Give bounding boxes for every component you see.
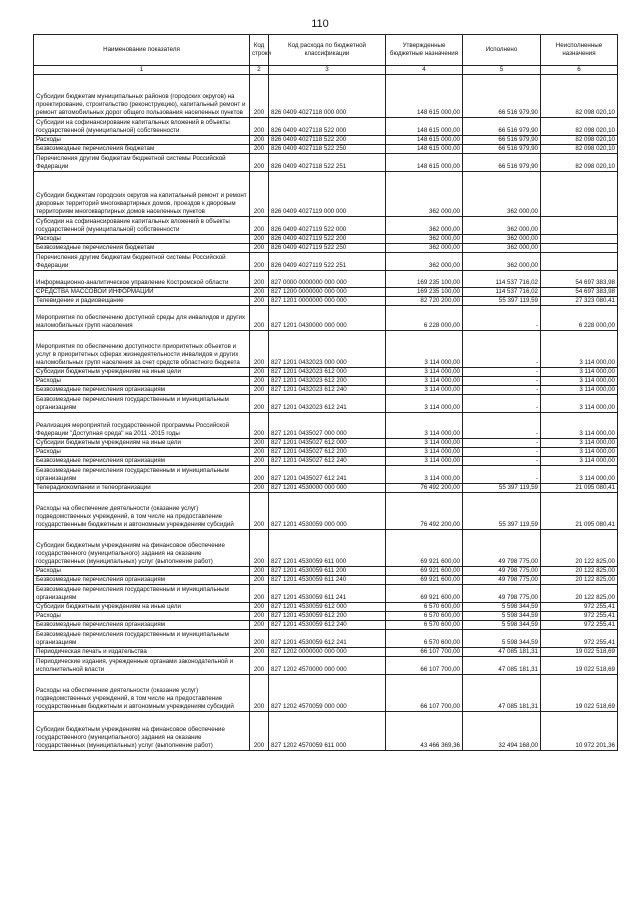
row-name-cell: Периодическая печать и издательства <box>34 648 250 657</box>
row-line-code-cell: 200 <box>250 567 269 576</box>
table-row <box>34 612 618 621</box>
table-row <box>34 368 618 377</box>
row-line-code-cell: 200 <box>250 331 269 368</box>
row-executed-cell: 55 397 119,59 <box>463 493 541 530</box>
row-name-cell: Безвозмездные перечисления организациям <box>34 386 250 395</box>
row-classification-cell: 827 1202 4570059 000 000 <box>269 675 386 712</box>
row-executed-cell: 114 537 716,02 <box>463 271 541 288</box>
row-name-cell: Безвозмездные перечисления бюджетам <box>34 244 250 253</box>
row-line-code-cell: 200 <box>250 297 269 306</box>
table-row <box>34 712 618 751</box>
row-line-code-cell: 200 <box>250 457 269 466</box>
row-name-cell: Субсидии бюджетным учреждениям на иные цели <box>34 603 250 612</box>
row-approved-cell: 6 570 600,00 <box>386 630 463 648</box>
row-executed-cell: 66 516 979,90 <box>463 145 541 154</box>
row-name-cell: Мероприятия по обеспечению доступности приоритетных объектов и услуг в приоритетных сферах жизнедеятельности инвалидов и других маломобильных групп населения за счет средств областного бюджета <box>34 331 250 368</box>
row-approved-cell: 169 235 100,00 <box>386 288 463 297</box>
row-unexecuted-cell: 82 098 020,10 <box>541 136 618 145</box>
row-line-code-cell: 200 <box>250 118 269 136</box>
row-line-code-cell: 200 <box>250 648 269 657</box>
row-name-cell: Субсидии бюджетам муниципальных районов (городских округов) на проектирование, строительство (реконструкцию), капитальный ремонт и ремонт автомобильных дорог общего пользования населенных пунктов <box>34 75 250 118</box>
row-approved-cell: 148 615 000,00 <box>386 145 463 154</box>
table-row <box>34 306 618 331</box>
row-executed-cell: 49 798 775,00 <box>463 585 541 603</box>
row-classification-cell: 827 1202 0000000 000 000 <box>269 648 386 657</box>
row-executed-cell: - <box>463 448 541 457</box>
row-name-cell: Безвозмездные перечисления государственным и муниципальным организациям <box>34 630 250 648</box>
row-executed-cell: 55 397 119,59 <box>463 297 541 306</box>
table-row <box>34 466 618 484</box>
row-executed-cell: - <box>463 377 541 386</box>
row-approved-cell: 148 615 000,00 <box>386 118 463 136</box>
row-unexecuted-cell: 82 098 020,10 <box>541 154 618 172</box>
row-unexecuted-cell: 3 114 000,00 <box>541 331 618 368</box>
column-number: 2 <box>250 66 269 75</box>
row-classification-cell: 826 0409 4027119 522 200 <box>269 235 386 244</box>
row-name-cell: Субсидии бюджетным учреждениям на иные цели <box>34 368 250 377</box>
row-unexecuted-cell: 3 114 000,00 <box>541 448 618 457</box>
row-name-cell: Расходы на обеспечение деятельности (оказание услуг) подведомственных учреждений, в том числе на предоставление государственным бюджетным и автономным учреждениям субсидий <box>34 675 250 712</box>
row-classification-cell: 826 0409 4027118 522 251 <box>269 154 386 172</box>
row-name-cell: Безвозмездные перечисления государственным и муниципальным организациям <box>34 585 250 603</box>
row-name-cell: Расходы <box>34 136 250 145</box>
row-classification-cell: 827 1201 4530059 611 240 <box>269 576 386 585</box>
row-executed-cell: - <box>463 306 541 331</box>
row-line-code-cell: 200 <box>250 271 269 288</box>
row-line-code-cell: 200 <box>250 612 269 621</box>
row-approved-cell: 362 000,00 <box>386 217 463 235</box>
table-row <box>34 235 618 244</box>
row-classification-cell: 826 0409 4027119 522 251 <box>269 253 386 271</box>
row-line-code-cell: 200 <box>250 603 269 612</box>
column-number: 4 <box>386 66 463 75</box>
row-classification-cell: 827 1202 4570000 000 000 <box>269 657 386 675</box>
row-unexecuted-cell: 3 114 000,00 <box>541 377 618 386</box>
table-row <box>34 297 618 306</box>
table-row <box>34 395 618 413</box>
row-unexecuted-cell: 21 095 080,41 <box>541 484 618 493</box>
table-row <box>34 413 618 439</box>
column-header-approved: Утвержденные бюджетные назначения <box>386 35 463 66</box>
row-unexecuted-cell: 21 095 080,41 <box>541 493 618 530</box>
row-executed-cell: 362 000,00 <box>463 235 541 244</box>
row-line-code-cell: 200 <box>250 484 269 493</box>
column-number-row <box>34 66 618 75</box>
row-name-cell: Безвозмездные перечисления организациям <box>34 457 250 466</box>
row-classification-cell: 827 1201 4530059 611 200 <box>269 567 386 576</box>
row-line-code-cell: 200 <box>250 530 269 567</box>
row-approved-cell: 66 107 700,00 <box>386 657 463 675</box>
row-executed-cell: - <box>463 395 541 413</box>
table-row <box>34 118 618 136</box>
row-executed-cell: 362 000,00 <box>463 172 541 217</box>
row-classification-cell: 827 1201 0432023 000 000 <box>269 331 386 368</box>
row-classification-cell: 827 1201 0435027 612 241 <box>269 466 386 484</box>
row-line-code-cell: 200 <box>250 621 269 630</box>
row-line-code-cell: 200 <box>250 306 269 331</box>
row-classification-cell: 827 1201 0432023 612 000 <box>269 368 386 377</box>
table-body <box>34 75 618 751</box>
row-unexecuted-cell: 972 255,41 <box>541 630 618 648</box>
column-header-line-code: Код строки <box>250 35 269 66</box>
row-classification-cell: 826 0409 4027118 522 000 <box>269 118 386 136</box>
row-line-code-cell: 200 <box>250 217 269 235</box>
row-line-code-cell: 200 <box>250 395 269 413</box>
column-header-classification: Код расхода по бюджетной классификации <box>269 35 386 66</box>
row-classification-cell: 827 1202 4570059 611 000 <box>269 712 386 751</box>
row-executed-cell: 47 085 181,31 <box>463 648 541 657</box>
row-classification-cell: 827 1201 4530059 612 000 <box>269 603 386 612</box>
row-name-cell: Мероприятия по обеспечению доступной среды для инвалидов и других маломобильных групп населения <box>34 306 250 331</box>
row-name-cell: Перечисления другим бюджетам бюджетной системы Российской Федерации <box>34 253 250 271</box>
row-name-cell: Безвозмездные перечисления организациям <box>34 621 250 630</box>
table-row <box>34 585 618 603</box>
row-classification-cell: 827 0000 0000000 000 000 <box>269 271 386 288</box>
row-unexecuted-cell: 19 022 518,69 <box>541 648 618 657</box>
table-row <box>34 154 618 172</box>
row-line-code-cell: 200 <box>250 712 269 751</box>
row-executed-cell: 66 516 979,90 <box>463 75 541 118</box>
row-classification-cell: 826 0409 4027118 522 200 <box>269 136 386 145</box>
row-approved-cell: 169 235 100,00 <box>386 271 463 288</box>
row-name-cell: Расходы <box>34 235 250 244</box>
row-name-cell: Периодические издания, учрежденные органами законодательной и исполнительной власти <box>34 657 250 675</box>
row-unexecuted-cell: 20 122 825,00 <box>541 576 618 585</box>
row-unexecuted-cell: 3 114 000,00 <box>541 368 618 377</box>
row-executed-cell: 66 516 979,90 <box>463 154 541 172</box>
row-line-code-cell: 200 <box>250 154 269 172</box>
row-unexecuted-cell: 972 255,41 <box>541 603 618 612</box>
row-approved-cell: 69 921 600,00 <box>386 530 463 567</box>
row-approved-cell: 3 114 000,00 <box>386 457 463 466</box>
row-classification-cell: 827 1201 4530059 612 241 <box>269 630 386 648</box>
row-unexecuted-cell: 20 122 825,00 <box>541 567 618 576</box>
row-unexecuted-cell: 20 122 825,00 <box>541 585 618 603</box>
row-unexecuted-cell: 3 114 000,00 <box>541 457 618 466</box>
row-executed-cell: 362 000,00 <box>463 253 541 271</box>
row-classification-cell: 827 1201 0435027 612 000 <box>269 439 386 448</box>
budget-execution-table <box>33 34 618 751</box>
row-line-code-cell: 200 <box>250 630 269 648</box>
row-line-code-cell: 200 <box>250 576 269 585</box>
row-line-code-cell: 200 <box>250 136 269 145</box>
row-classification-cell: 826 0409 4027119 522 000 <box>269 217 386 235</box>
row-name-cell: Субсидии бюджетам городских округов на капитальный ремонт и ремонт дворовых территорий многоквартирных домов, проездов к дворовым территориям многоквартирных домов населенных пунктов <box>34 172 250 217</box>
row-approved-cell: 3 114 000,00 <box>386 331 463 368</box>
table-row <box>34 172 618 217</box>
table-row <box>34 288 618 297</box>
row-unexecuted-cell: 19 022 518,69 <box>541 657 618 675</box>
table-row <box>34 603 618 612</box>
row-approved-cell: 362 000,00 <box>386 244 463 253</box>
column-header-executed: Исполнено <box>463 35 541 66</box>
row-line-code-cell: 200 <box>250 377 269 386</box>
row-approved-cell: 3 114 000,00 <box>386 448 463 457</box>
row-classification-cell: 827 1201 4530059 000 000 <box>269 493 386 530</box>
row-classification-cell: 827 1201 4530059 611 241 <box>269 585 386 603</box>
row-approved-cell: 6 570 600,00 <box>386 612 463 621</box>
row-unexecuted-cell: 3 114 000,00 <box>541 395 618 413</box>
table-row <box>34 530 618 567</box>
row-executed-cell: - <box>463 439 541 448</box>
row-unexecuted-cell: 972 255,41 <box>541 621 618 630</box>
row-classification-cell: 827 1200 0000000 000 000 <box>269 288 386 297</box>
row-name-cell: Субсидии бюджетным учреждениям на финансовое обеспечение государственного (муниципального) задания на оказание государственных (муниципальных) услуг (выполнение работ) <box>34 712 250 751</box>
row-line-code-cell: 200 <box>250 75 269 118</box>
row-unexecuted-cell: 54 697 383,98 <box>541 271 618 288</box>
table-row <box>34 145 618 154</box>
row-approved-cell: 76 492 200,00 <box>386 484 463 493</box>
row-approved-cell: 69 921 600,00 <box>386 576 463 585</box>
row-classification-cell: 827 1201 0435027 612 200 <box>269 448 386 457</box>
row-name-cell: Субсидии бюджетным учреждениям на финансовое обеспечение государственного (муниципального) задания на оказание государственных (муниципальных) услуг (выполнение работ) <box>34 530 250 567</box>
column-number: 5 <box>463 66 541 75</box>
row-name-cell: Безвозмездные перечисления государственным и муниципальным организациям <box>34 466 250 484</box>
row-executed-cell: - <box>463 466 541 484</box>
table-row <box>34 621 618 630</box>
row-line-code-cell: 200 <box>250 368 269 377</box>
row-approved-cell: 3 114 000,00 <box>386 413 463 439</box>
table-row <box>34 217 618 235</box>
table-row <box>34 244 618 253</box>
row-executed-cell: 5 598 344,59 <box>463 621 541 630</box>
table-row <box>34 331 618 368</box>
row-executed-cell: 5 598 344,59 <box>463 612 541 621</box>
row-line-code-cell: 200 <box>250 413 269 439</box>
row-name-cell: Субсидии на софинансирование капитальных вложений в объекты государственной (муниципальной) собственности <box>34 217 250 235</box>
row-classification-cell: 827 1201 0432023 612 241 <box>269 395 386 413</box>
row-name-cell: Реализация мероприятий государственной программы Российской Федерации "Доступная среда" на 2011 -2015 годы <box>34 413 250 439</box>
column-header-unexecuted: Неисполненные назначения <box>541 35 618 66</box>
row-line-code-cell: 200 <box>250 448 269 457</box>
row-executed-cell: 114 537 716,02 <box>463 288 541 297</box>
row-classification-cell: 826 0409 4027119 000 000 <box>269 172 386 217</box>
row-executed-cell: - <box>463 331 541 368</box>
row-unexecuted-cell: 3 114 000,00 <box>541 413 618 439</box>
row-name-cell: СРЕДСТВА МАССОВОЙ ИНФОРМАЦИИ <box>34 288 250 297</box>
row-unexecuted-cell: 10 972 201,36 <box>541 712 618 751</box>
table-row <box>34 75 618 118</box>
row-classification-cell: 827 1201 0432023 612 240 <box>269 386 386 395</box>
row-unexecuted-cell: 19 022 518,69 <box>541 675 618 712</box>
row-unexecuted-cell: 6 228 000,00 <box>541 306 618 331</box>
row-approved-cell: 69 921 600,00 <box>386 585 463 603</box>
row-unexecuted-cell <box>541 172 618 217</box>
row-line-code-cell: 200 <box>250 493 269 530</box>
row-classification-cell: 827 1201 4530059 612 200 <box>269 612 386 621</box>
table-row <box>34 136 618 145</box>
column-header-name: Наименование показателя <box>34 35 250 66</box>
row-approved-cell: 6 570 600,00 <box>386 603 463 612</box>
table-row <box>34 648 618 657</box>
row-approved-cell: 66 107 700,00 <box>386 648 463 657</box>
row-line-code-cell: 200 <box>250 145 269 154</box>
table-row <box>34 457 618 466</box>
row-executed-cell: 66 516 979,90 <box>463 136 541 145</box>
table-row <box>34 567 618 576</box>
row-executed-cell: 47 085 181,31 <box>463 675 541 712</box>
row-approved-cell: 6 228 000,00 <box>386 306 463 331</box>
row-line-code-cell: 200 <box>250 439 269 448</box>
table-row <box>34 448 618 457</box>
row-classification-cell: 827 1201 0435027 000 000 <box>269 413 386 439</box>
row-unexecuted-cell: 20 122 825,00 <box>541 530 618 567</box>
row-unexecuted-cell: 3 114 000,00 <box>541 386 618 395</box>
row-approved-cell: 362 000,00 <box>386 235 463 244</box>
row-name-cell: Телевидение и радиовещание <box>34 297 250 306</box>
row-approved-cell: 3 114 000,00 <box>386 368 463 377</box>
row-classification-cell: 826 0409 4027118 000 000 <box>269 75 386 118</box>
row-executed-cell: - <box>463 386 541 395</box>
row-name-cell: Расходы на обеспечение деятельности (оказание услуг) подведомственных учреждений, в том числе на предоставление государственным бюджетным и автономным учреждениям субсидий <box>34 493 250 530</box>
column-number: 1 <box>34 66 250 75</box>
row-line-code-cell: 200 <box>250 466 269 484</box>
table-row <box>34 271 618 288</box>
row-classification-cell: 827 1201 4530059 612 240 <box>269 621 386 630</box>
row-line-code-cell: 200 <box>250 585 269 603</box>
row-executed-cell: - <box>463 413 541 439</box>
row-approved-cell: 362 000,00 <box>386 172 463 217</box>
row-approved-cell: 69 921 600,00 <box>386 567 463 576</box>
row-name-cell: Безвозмездные перечисления бюджетам <box>34 145 250 154</box>
row-classification-cell: 826 0409 4027119 522 250 <box>269 244 386 253</box>
row-name-cell: Субсидии бюджетным учреждениям на иные цели <box>34 439 250 448</box>
row-name-cell: Информационно-аналитическое управление Костромской области <box>34 271 250 288</box>
row-unexecuted-cell: 3 114 000,00 <box>541 466 618 484</box>
row-name-cell: Телерадиокомпании и телеорганизации <box>34 484 250 493</box>
row-line-code-cell: 200 <box>250 386 269 395</box>
row-unexecuted-cell <box>541 235 618 244</box>
row-approved-cell: 3 114 000,00 <box>386 466 463 484</box>
row-executed-cell: 362 000,00 <box>463 244 541 253</box>
row-unexecuted-cell: 82 098 020,10 <box>541 75 618 118</box>
row-approved-cell: 76 492 200,00 <box>386 493 463 530</box>
row-unexecuted-cell: 27 323 080,41 <box>541 297 618 306</box>
row-executed-cell: 5 598 344,59 <box>463 630 541 648</box>
table-header-row <box>34 35 618 66</box>
column-number: 6 <box>541 66 618 75</box>
row-approved-cell: 6 570 600,00 <box>386 621 463 630</box>
row-approved-cell: 3 114 000,00 <box>386 377 463 386</box>
table-row <box>34 630 618 648</box>
row-approved-cell: 362 000,00 <box>386 253 463 271</box>
row-unexecuted-cell: 3 114 000,00 <box>541 439 618 448</box>
row-name-cell: Расходы <box>34 377 250 386</box>
table-row <box>34 386 618 395</box>
table-row <box>34 439 618 448</box>
row-approved-cell: 148 615 000,00 <box>386 75 463 118</box>
row-approved-cell: 3 114 000,00 <box>386 439 463 448</box>
row-classification-cell: 827 1201 0430000 000 000 <box>269 306 386 331</box>
row-executed-cell: 32 494 168,00 <box>463 712 541 751</box>
table-row <box>34 675 618 712</box>
row-executed-cell: - <box>463 368 541 377</box>
row-unexecuted-cell: 972 255,41 <box>541 612 618 621</box>
row-line-code-cell: 200 <box>250 244 269 253</box>
row-approved-cell: 3 114 000,00 <box>386 395 463 413</box>
row-name-cell: Расходы <box>34 567 250 576</box>
row-unexecuted-cell <box>541 217 618 235</box>
row-line-code-cell: 200 <box>250 675 269 712</box>
row-approved-cell: 3 114 000,00 <box>386 386 463 395</box>
row-approved-cell: 43 466 369,36 <box>386 712 463 751</box>
row-name-cell: Безвозмездные перечисления государственным и муниципальным организациям <box>34 395 250 413</box>
row-approved-cell: 148 615 000,00 <box>386 154 463 172</box>
row-name-cell: Расходы <box>34 612 250 621</box>
row-unexecuted-cell: 54 697 383,98 <box>541 288 618 297</box>
row-name-cell: Перечисления другим бюджетам бюджетной системы Российской Федерации <box>34 154 250 172</box>
table-row <box>34 657 618 675</box>
row-executed-cell: 49 798 775,00 <box>463 567 541 576</box>
row-classification-cell: 826 0409 4027118 522 250 <box>269 145 386 154</box>
row-name-cell: Субсидии на софинансирование капитальных вложений в объекты государственной (муниципальной) собственности <box>34 118 250 136</box>
row-executed-cell: 362 000,00 <box>463 217 541 235</box>
table-row <box>34 493 618 530</box>
row-name-cell: Безвозмездные перечисления организациям <box>34 576 250 585</box>
row-executed-cell: 49 798 775,00 <box>463 530 541 567</box>
row-executed-cell: 49 798 775,00 <box>463 576 541 585</box>
column-number: 3 <box>269 66 386 75</box>
row-line-code-cell: 200 <box>250 172 269 217</box>
row-executed-cell: 5 598 344,59 <box>463 603 541 612</box>
row-line-code-cell: 200 <box>250 657 269 675</box>
row-executed-cell: 66 516 979,90 <box>463 118 541 136</box>
row-classification-cell: 827 1201 4530000 000 000 <box>269 484 386 493</box>
row-approved-cell: 82 720 200,00 <box>386 297 463 306</box>
row-executed-cell: - <box>463 457 541 466</box>
row-executed-cell: 47 085 181,31 <box>463 657 541 675</box>
row-line-code-cell: 200 <box>250 235 269 244</box>
row-name-cell: Расходы <box>34 448 250 457</box>
table-row <box>34 484 618 493</box>
row-unexecuted-cell <box>541 253 618 271</box>
row-approved-cell: 148 615 000,00 <box>386 136 463 145</box>
row-classification-cell: 827 1201 0000000 000 000 <box>269 297 386 306</box>
row-approved-cell: 66 107 700,00 <box>386 675 463 712</box>
table-row <box>34 576 618 585</box>
row-classification-cell: 827 1201 4530059 611 000 <box>269 530 386 567</box>
table-row <box>34 253 618 271</box>
page-number: 110 <box>311 18 329 30</box>
row-classification-cell: 827 1201 0435027 612 240 <box>269 457 386 466</box>
row-line-code-cell: 200 <box>250 253 269 271</box>
row-line-code-cell: 200 <box>250 288 269 297</box>
row-classification-cell: 827 1201 0432023 612 200 <box>269 377 386 386</box>
row-unexecuted-cell: 82 098 020,10 <box>541 118 618 136</box>
row-unexecuted-cell: 82 098 020,10 <box>541 145 618 154</box>
row-executed-cell: 55 397 119,59 <box>463 484 541 493</box>
row-unexecuted-cell <box>541 244 618 253</box>
table-row <box>34 377 618 386</box>
